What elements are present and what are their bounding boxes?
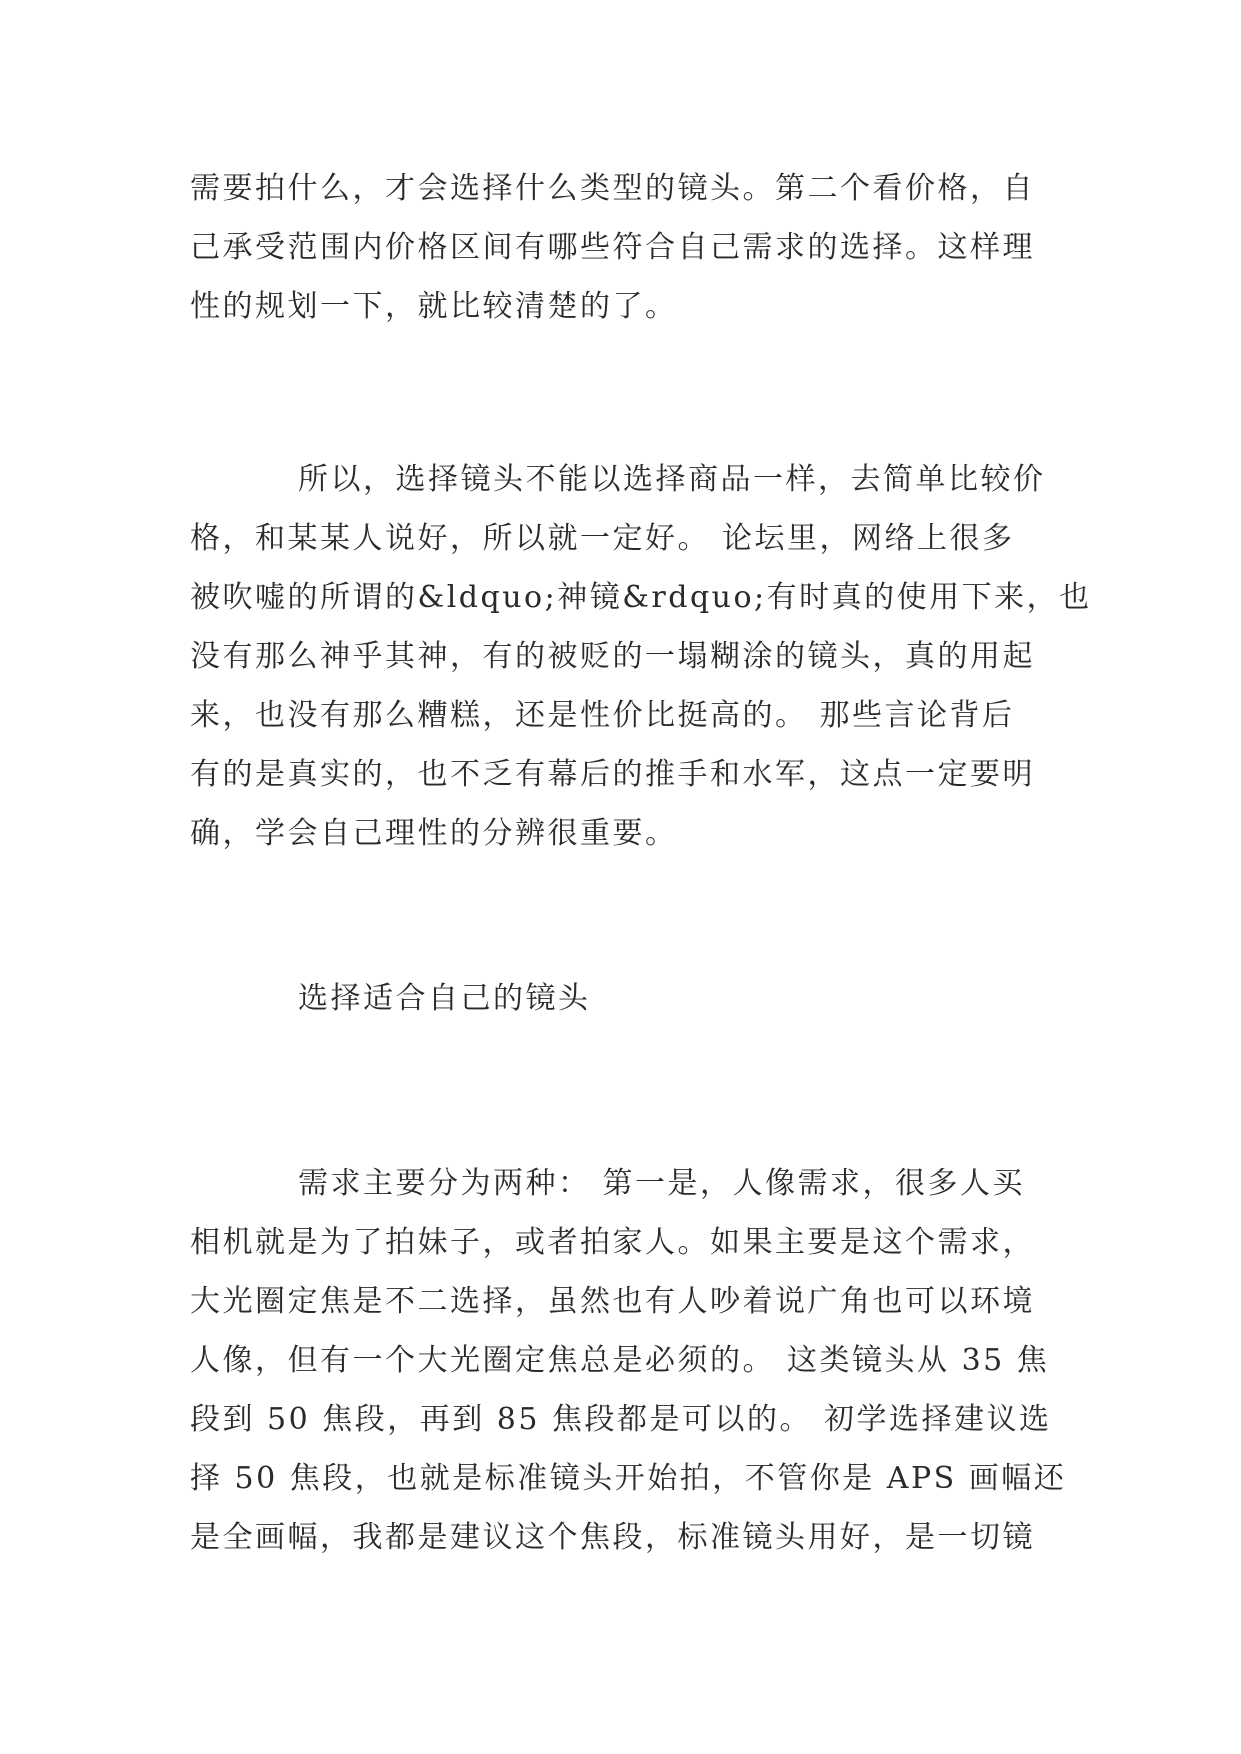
- text-line: 己承受范围内价格区间有哪些符合自己需求的选择。这样理: [190, 230, 1035, 265]
- text-line: 来，也没有那么糟糕，还是性价比挺高的。 那些言论背后: [190, 698, 1015, 733]
- text-line: 择 50 焦段，也就是标准镜头开始拍，不管你是 APS 画幅还: [190, 1461, 1067, 1496]
- text-line: 需求主要分为两种： 第一是，人像需求，很多人买: [298, 1166, 1026, 1201]
- text-line: 段到 50 焦段，再到 85 焦段都是可以的。 初学选择建议选: [190, 1402, 1052, 1437]
- text-line: 人像，但有一个大光圈定焦总是必须的。 这类镜头从 35 焦: [190, 1343, 1050, 1378]
- text-line: 被吹嘘的所谓的&ldquo;神镜&rdquo;有时真的使用下来，也: [190, 580, 1092, 615]
- text-line: 有的是真实的，也不乏有幕后的推手和水军，这点一定要明: [190, 757, 1035, 792]
- paragraph-portrait-needs: [190, 1154, 1067, 1567]
- text-line: 相机就是为了拍妹子，或者拍家人。如果主要是这个需求，: [190, 1225, 1035, 1260]
- text-line: 确，学会自己理性的分辨很重要。: [190, 816, 678, 851]
- heading-text: 选择适合自己的镜头: [298, 981, 591, 1016]
- paragraph-rational-judgement: [190, 450, 1092, 863]
- text-line: 是全画幅，我都是建议这个焦段，标准镜头用好，是一切镜: [190, 1520, 1035, 1555]
- text-line: 没有那么神乎其神，有的被贬的一塌糊涂的镜头，真的用起: [190, 639, 1035, 674]
- text-line: 大光圈定焦是不二选择，虽然也有人吵着说广角也可以环境: [190, 1284, 1035, 1319]
- paragraph-price-selection: [190, 159, 1050, 336]
- text-line: 所以，选择镜头不能以选择商品一样，去简单比较价: [298, 462, 1046, 497]
- text-line: 格，和某某人说好，所以就一定好。 论坛里，网络上很多: [190, 521, 1015, 556]
- section-heading: [190, 969, 1050, 1028]
- text-line: 性的规划一下，就比较清楚的了。: [190, 289, 678, 324]
- text-line: 需要拍什么，才会选择什么类型的镜头。第二个看价格，自: [190, 171, 1035, 206]
